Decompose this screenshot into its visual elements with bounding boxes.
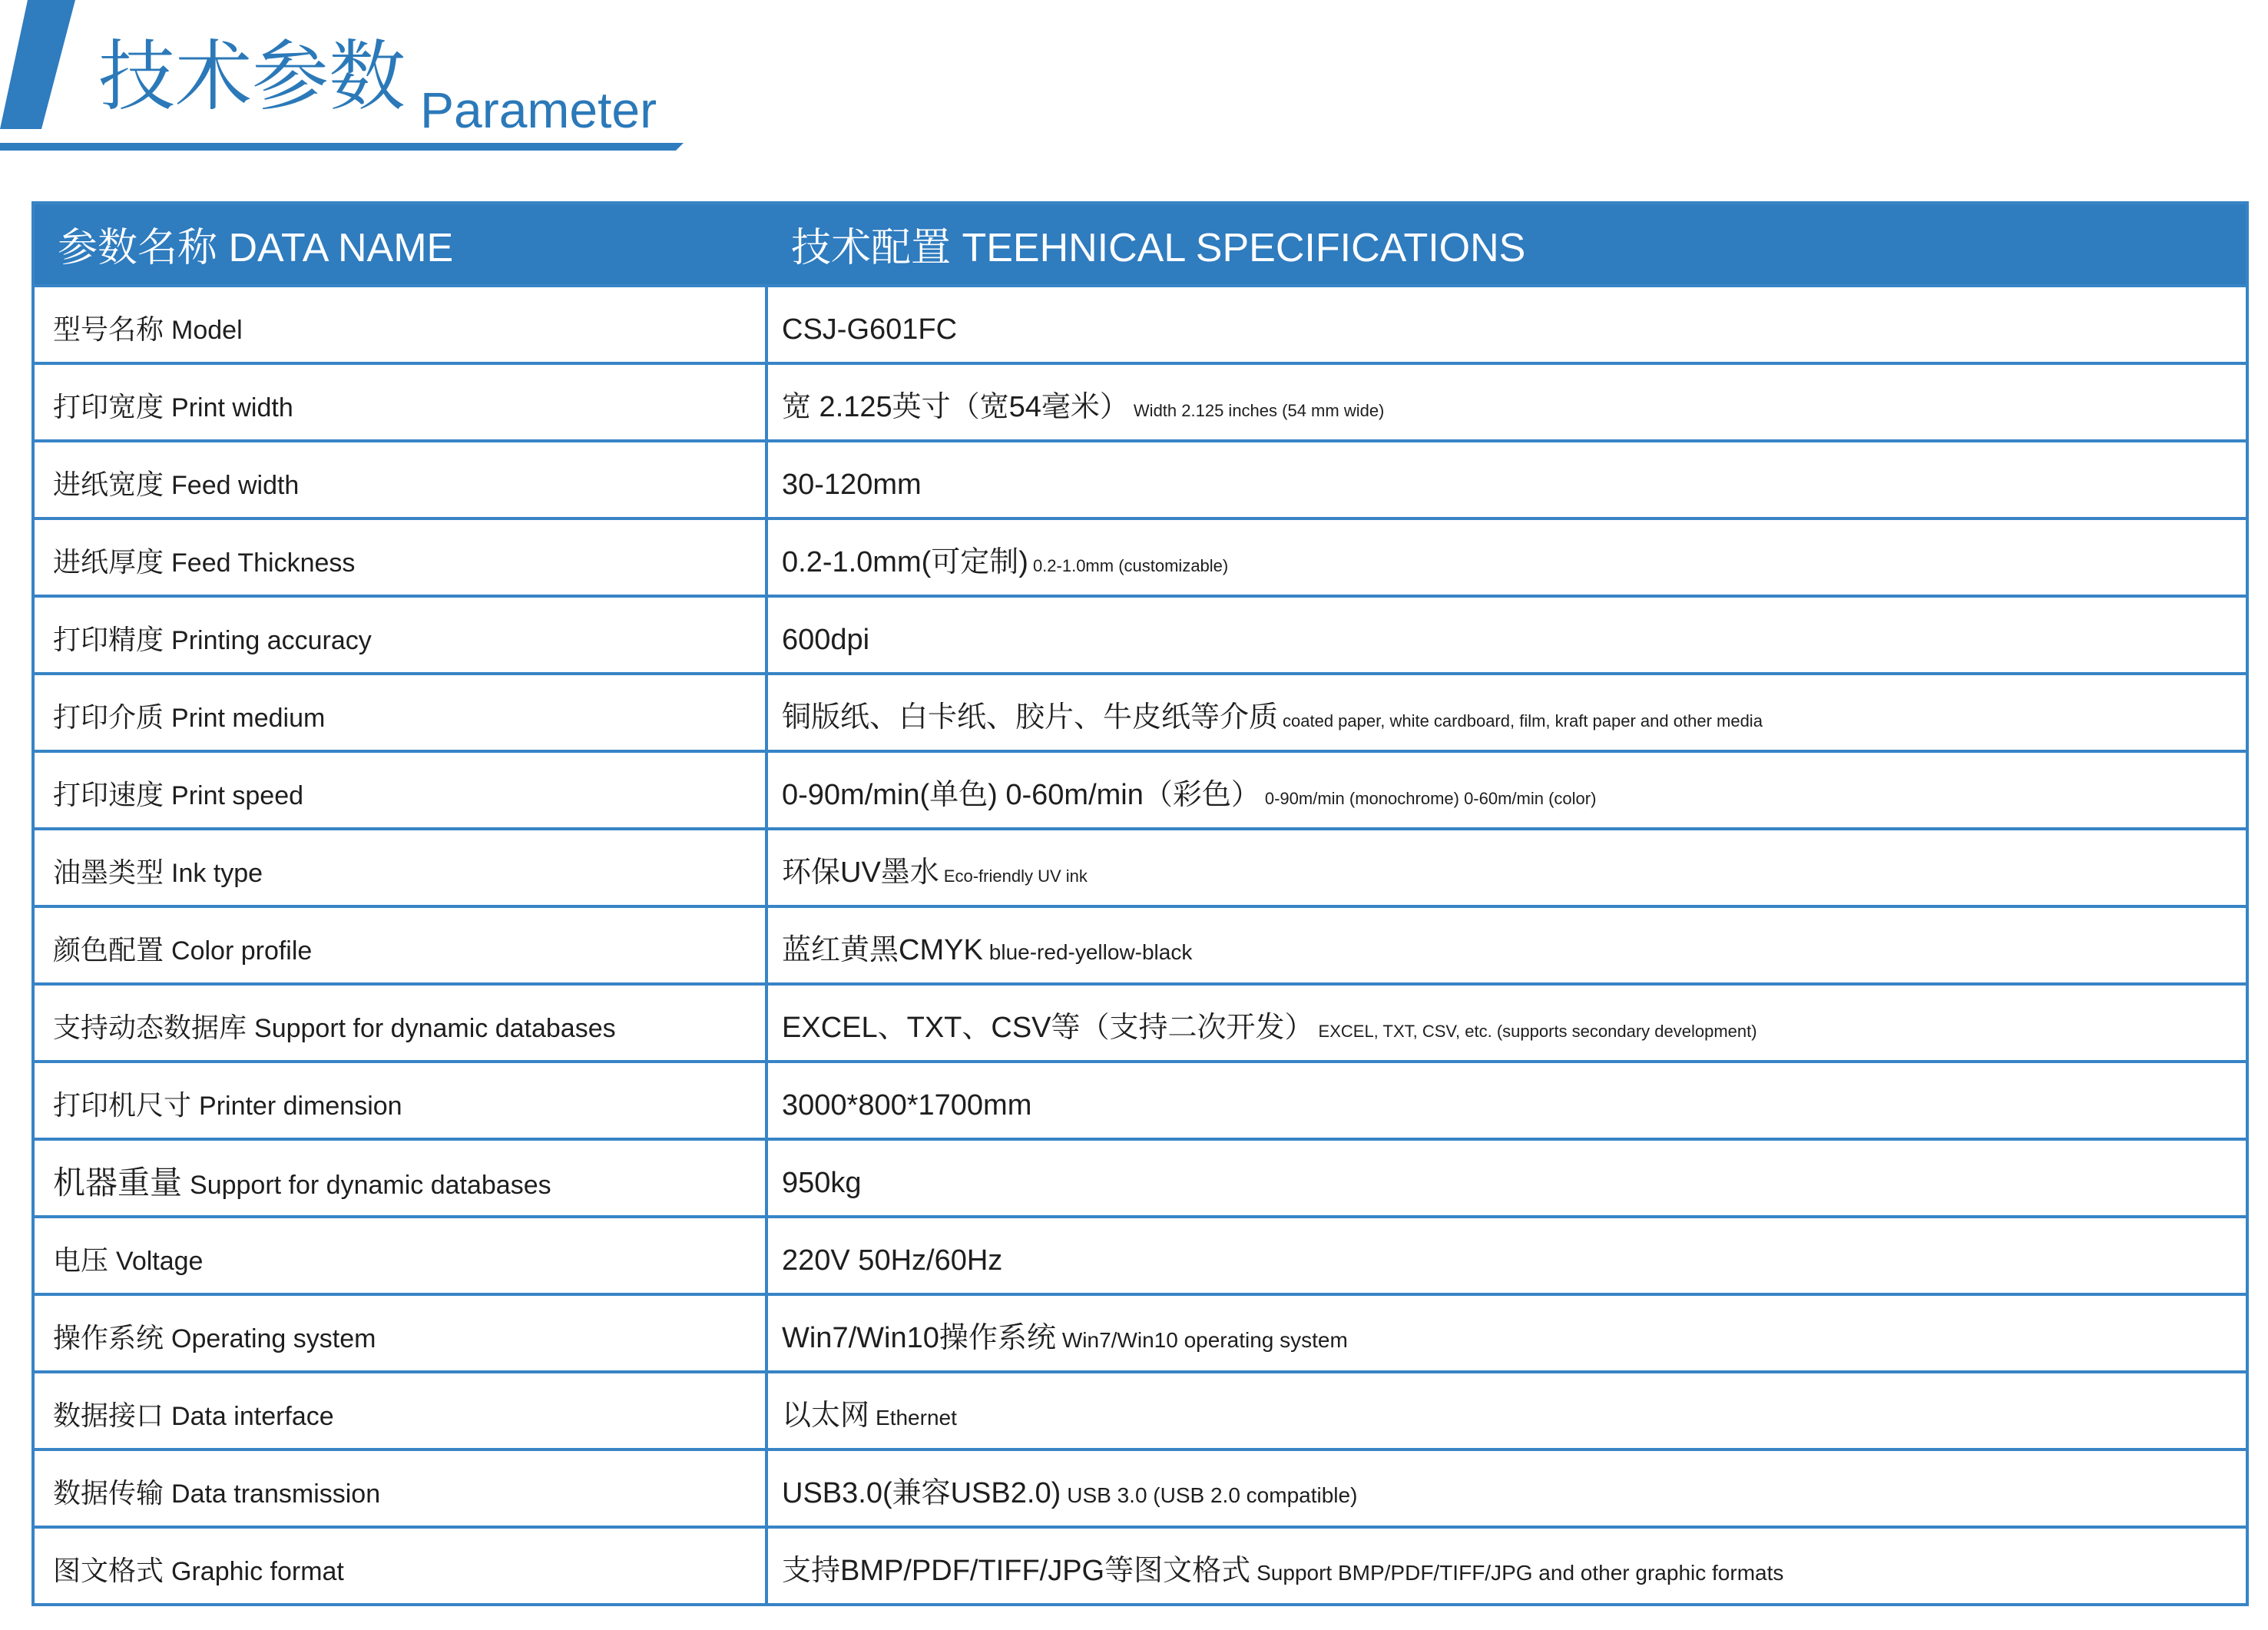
spec-value-en: 0.2-1.0mm (customizable) xyxy=(1032,555,1229,575)
spec-value-line xyxy=(782,1478,1357,1510)
table-body xyxy=(35,284,2246,1603)
spec-name-line xyxy=(53,1013,616,1044)
header-accent-bar xyxy=(0,0,77,129)
spec-value-cell xyxy=(768,598,2246,672)
spec-value: EXCEL、TXT、CSV等（支持二次开发） xyxy=(782,1011,1314,1044)
spec-name-line xyxy=(53,470,299,501)
spec-value: 0.2-1.0mm(可定制) xyxy=(782,545,1028,578)
spec-value-cell xyxy=(768,1063,2246,1138)
spec-name-cn: 打印宽度 xyxy=(53,391,164,423)
spec-name-cn: 打印速度 xyxy=(53,779,164,811)
spec-name-line xyxy=(53,703,325,734)
spec-name-cn: 支持动态数据库 xyxy=(53,1012,247,1044)
spec-name-cell xyxy=(35,365,768,439)
spec-value-cell xyxy=(768,986,2246,1060)
table-row xyxy=(35,595,2246,672)
spec-value-line xyxy=(782,1012,1757,1045)
spec-name-en: Operating system xyxy=(171,1324,376,1353)
spec-value-cell xyxy=(768,442,2246,517)
page-title: 技术参数 xyxy=(98,31,406,121)
spec-value-cell xyxy=(768,1451,2246,1526)
spec-name-en: Printing accuracy xyxy=(171,625,372,655)
spec-name-line xyxy=(53,1479,380,1509)
spec-value-cell xyxy=(768,287,2246,362)
spec-name-en: Feed Thickness xyxy=(171,548,356,578)
spec-name-en: Print speed xyxy=(171,780,304,810)
spec-name-en: Graphic format xyxy=(171,1556,344,1586)
spec-name-cell xyxy=(35,753,768,827)
table-row xyxy=(35,750,2246,827)
spec-name-en: Print medium xyxy=(171,703,326,733)
spec-name-en: Support for dynamic databases xyxy=(254,1013,616,1043)
table-row xyxy=(35,1138,2246,1215)
table-row xyxy=(35,284,2246,362)
spec-value-en: Ethernet xyxy=(876,1405,957,1430)
column-header-data-name: 参数名称 DATA NAME xyxy=(58,226,454,270)
spec-name-cn: 机器重量 xyxy=(53,1164,183,1202)
spec-value: 以太网 xyxy=(782,1399,870,1432)
spec-name-cell xyxy=(35,1373,768,1448)
spec-name-line xyxy=(53,315,243,346)
spec-name-cell xyxy=(35,520,768,595)
spec-value: 950kg xyxy=(782,1166,862,1199)
spec-value-cell xyxy=(768,908,2246,982)
spec-name-line xyxy=(53,1324,376,1354)
spec-name-line xyxy=(53,1091,402,1121)
spec-value-en: USB 3.0 (USB 2.0 compatible) xyxy=(1067,1483,1358,1507)
spec-value: USB3.0(兼容USB2.0) xyxy=(782,1476,1061,1509)
spec-value-line xyxy=(782,392,1384,424)
spec-name-line xyxy=(53,548,355,578)
spec-name-line xyxy=(53,625,372,656)
spec-value-line xyxy=(782,314,957,346)
spec-name-cn: 油墨类型 xyxy=(53,856,164,889)
spec-value-cell xyxy=(768,1529,2246,1603)
spec-name-cn: 颜色配置 xyxy=(53,934,164,966)
table-row xyxy=(35,1526,2246,1603)
spec-value-cell xyxy=(768,1218,2246,1293)
spec-value-cell xyxy=(768,1141,2246,1215)
spec-name-line xyxy=(53,393,293,423)
table-row xyxy=(35,672,2246,750)
spec-value-line xyxy=(782,625,869,657)
spec-name-en: Data transmission xyxy=(171,1479,381,1509)
spec-name-en: Model xyxy=(171,315,243,345)
spec-name-en: Support for dynamic databases xyxy=(190,1171,551,1201)
table-row xyxy=(35,1293,2246,1370)
spec-name-cn: 打印精度 xyxy=(53,624,164,656)
spec-value: 支持BMP/PDF/TIFF/JPG等图文格式 xyxy=(782,1554,1251,1587)
column-header-specifications: 技术配置 TEEHNICAL SPECIFICATIONS xyxy=(791,226,1526,270)
spec-value-en: EXCEL, TXT, CSV, etc. (supports secondary development) xyxy=(1318,1021,1757,1041)
table-row xyxy=(35,362,2246,439)
spec-value-line xyxy=(782,1168,862,1200)
spec-value: 600dpi xyxy=(782,623,870,656)
spec-name-cell xyxy=(35,908,768,982)
spec-value-line xyxy=(782,935,1192,967)
spec-value-cell xyxy=(768,365,2246,439)
page-subtitle: Parameter xyxy=(420,81,657,138)
header-underline xyxy=(0,143,684,151)
spec-value-line xyxy=(782,857,1088,890)
table-row xyxy=(35,1215,2246,1293)
spec-value-line xyxy=(782,1090,1031,1122)
spec-value-line xyxy=(782,1245,1002,1277)
table-row xyxy=(35,982,2246,1060)
spec-name-cn: 电压 xyxy=(53,1244,109,1277)
spec-value: CSJ-G601FC xyxy=(782,313,958,346)
spec-value-cell xyxy=(768,1373,2246,1448)
spec-name-cn: 打印机尺寸 xyxy=(53,1089,192,1121)
spec-name-en: Data interface xyxy=(171,1401,334,1431)
spec-name-cn: 图文格式 xyxy=(53,1555,164,1587)
spec-value-line xyxy=(782,1400,957,1433)
spec-name-cn: 打印介质 xyxy=(53,701,164,734)
table-row xyxy=(35,517,2246,595)
spec-value: 220V 50Hz/60Hz xyxy=(782,1244,1003,1277)
spec-name-cell xyxy=(35,675,768,750)
spec-value-line xyxy=(782,780,1596,812)
table-row xyxy=(35,1370,2246,1448)
spec-name-line xyxy=(53,1401,334,1432)
spec-value: 30-120mm xyxy=(782,468,922,501)
spec-value-en: 0-90m/min (monochrome) 0-60m/min (color) xyxy=(1264,788,1597,808)
spec-value-cell xyxy=(768,520,2246,595)
spec-value-cell xyxy=(768,753,2246,827)
spec-name-cell xyxy=(35,287,768,362)
table-row xyxy=(35,439,2246,517)
spec-name-line xyxy=(53,1165,551,1201)
spec-name-en: Print width xyxy=(171,393,293,422)
spec-name-line xyxy=(53,780,303,811)
spec-name-cell xyxy=(35,598,768,672)
spec-value-cell xyxy=(768,830,2246,905)
spec-value: 铜版纸、白卡纸、胶片、牛皮纸等介质 xyxy=(782,701,1279,734)
spec-value-cell xyxy=(768,675,2246,750)
spec-name-cell xyxy=(35,1451,768,1526)
spec-value-line xyxy=(782,702,1763,734)
spec-table xyxy=(31,201,2249,1606)
spec-name-cell xyxy=(35,986,768,1060)
spec-value: 0-90m/min(单色) 0-60m/min（彩色） xyxy=(782,778,1260,811)
spec-name-cell xyxy=(35,1296,768,1370)
spec-value: 3000*800*1700mm xyxy=(782,1088,1032,1121)
spec-name-en: Printer dimension xyxy=(199,1091,402,1121)
spec-value-cell xyxy=(768,1296,2246,1370)
spec-value-en: coated paper, white cardboard, film, kraft paper and other media xyxy=(1283,711,1763,731)
table-row xyxy=(35,1060,2246,1138)
spec-value-line xyxy=(782,1555,1783,1588)
spec-value-en: Eco-friendly UV ink xyxy=(943,866,1088,886)
spec-name-cn: 型号名称 xyxy=(53,313,164,346)
spec-value-line xyxy=(782,469,922,502)
spec-name-cn: 数据传输 xyxy=(53,1477,164,1509)
spec-value-en: Support BMP/PDF/TIFF/JPG and other graphic formats xyxy=(1257,1560,1784,1585)
spec-name-cell xyxy=(35,830,768,905)
spec-name-line xyxy=(53,936,312,966)
spec-value-line xyxy=(782,1323,1348,1355)
spec-name-en: Ink type xyxy=(171,858,263,888)
spec-name-cell xyxy=(35,1141,768,1215)
table-row xyxy=(35,827,2246,905)
spec-value: 蓝红黄黑CMYK xyxy=(782,933,983,966)
spec-name-cn: 数据接口 xyxy=(53,1400,164,1432)
spec-name-line xyxy=(53,858,263,889)
spec-value-en: Width 2.125 inches (54 mm wide) xyxy=(1133,400,1385,420)
spec-value-en: Win7/Win10 operating system xyxy=(1061,1327,1348,1352)
spec-value: 宽 2.125英寸（宽54毫米） xyxy=(782,390,1129,423)
spec-name-cell xyxy=(35,1063,768,1138)
spec-name-cell xyxy=(35,1218,768,1293)
table-row xyxy=(35,1448,2246,1526)
spec-value-line xyxy=(782,547,1228,579)
spec-name-en: Color profile xyxy=(171,936,313,966)
spec-name-cell xyxy=(35,442,768,517)
table-header-row xyxy=(35,204,2246,284)
spec-name-cell xyxy=(35,1529,768,1603)
spec-value-en: blue-red-yellow-black xyxy=(988,939,1193,964)
spec-name-line xyxy=(53,1556,344,1587)
spec-value: Win7/Win10操作系统 xyxy=(782,1321,1056,1354)
spec-value: 环保UV墨水 xyxy=(782,856,939,889)
spec-name-en: Feed width xyxy=(171,470,300,500)
spec-name-cn: 进纸厚度 xyxy=(53,546,164,578)
spec-name-en: Voltage xyxy=(116,1246,204,1276)
spec-name-cn: 进纸宽度 xyxy=(53,469,164,501)
spec-name-cn: 操作系统 xyxy=(53,1322,164,1354)
spec-name-line xyxy=(53,1246,203,1277)
table-row xyxy=(35,905,2246,982)
